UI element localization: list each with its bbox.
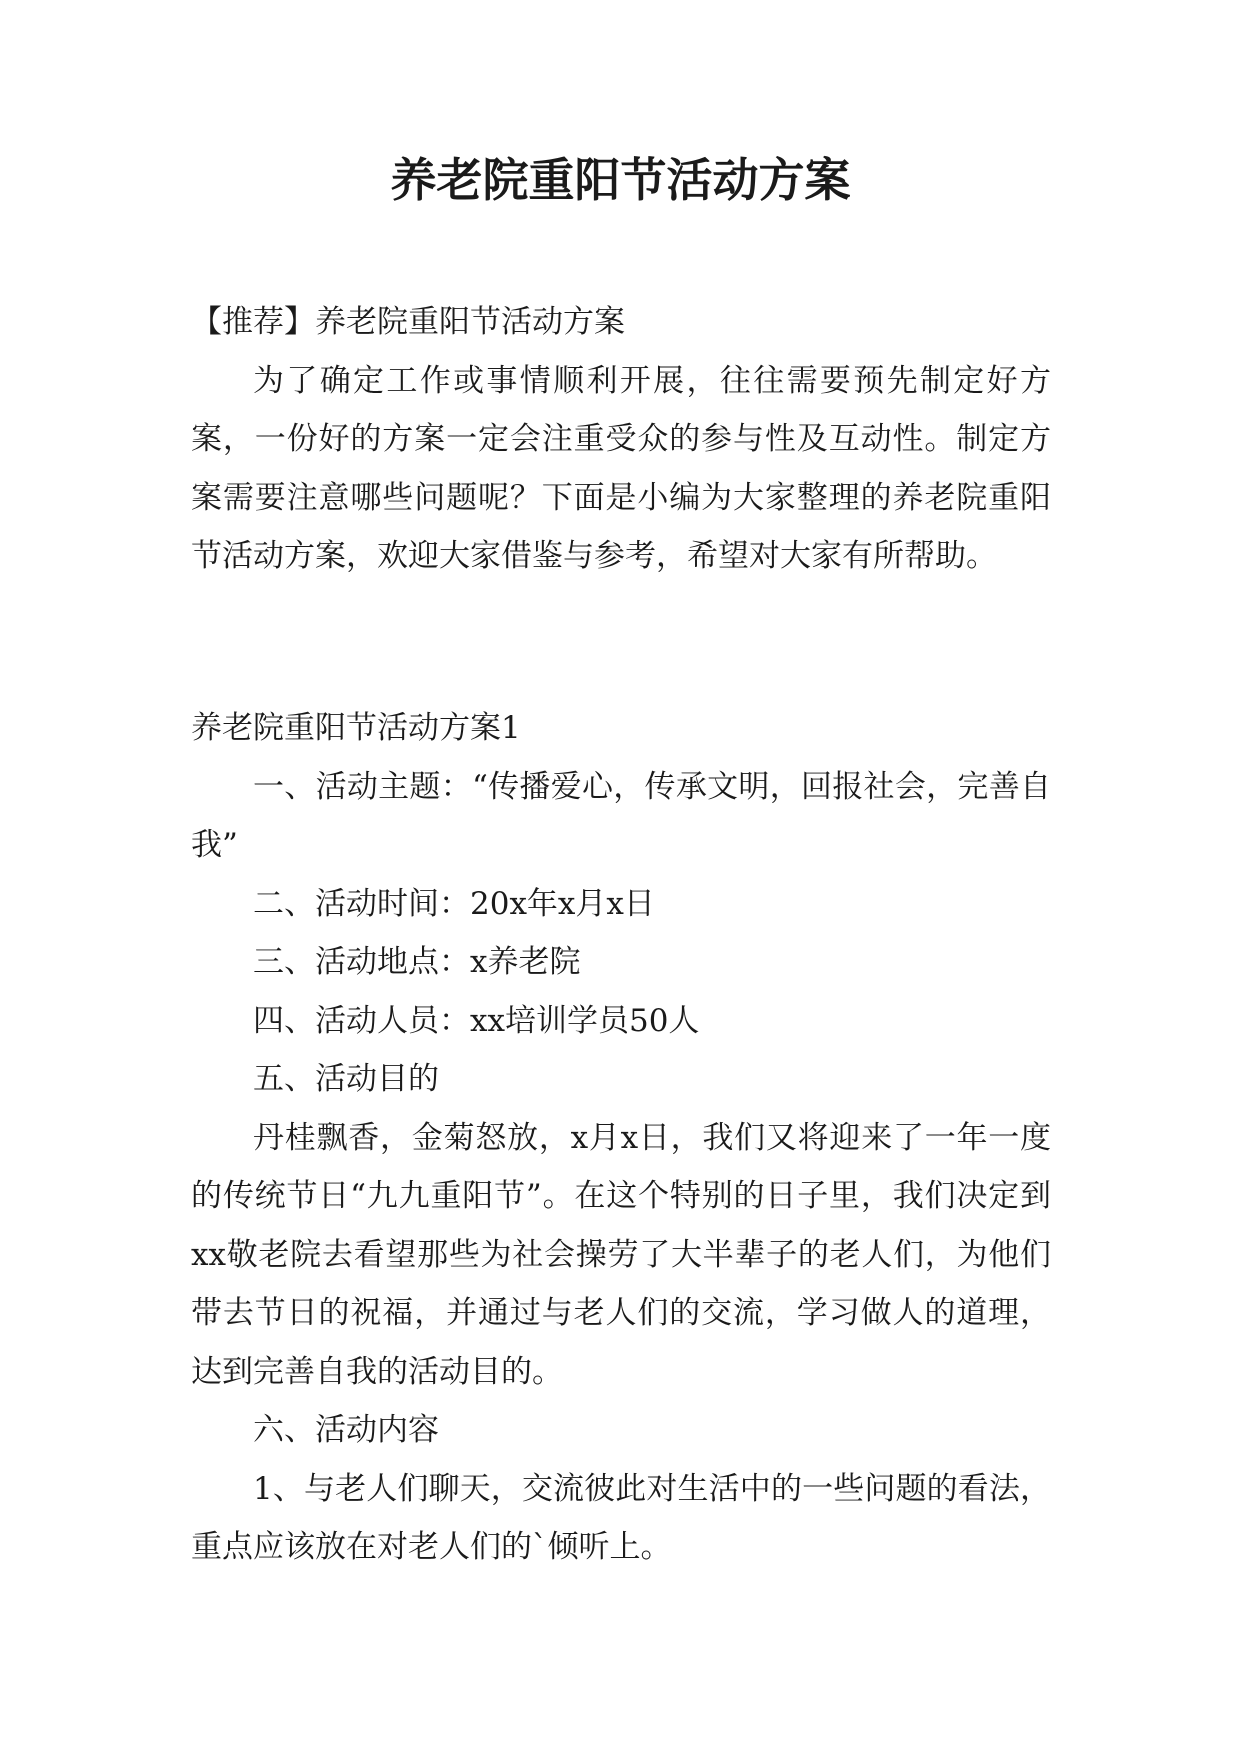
intro-paragraph: 为了确定工作或事情顺利开展，往往需要预先制定好方案，一份好的方案一定会注重受众的参与性及互动性。制定方案需要注意哪些问题呢？下面是小编为大家整理的养老院重阳节活动方案，欢迎大家借鉴与参考，希望对大家有所帮助。 bbox=[191, 362, 1051, 574]
document-title: 养老院重阳节活动方案 bbox=[390, 153, 851, 207]
item-time: 二、活动时间：20x年x月x日 bbox=[253, 885, 655, 922]
intro-block bbox=[191, 293, 1051, 586]
content-item-1: 1、与老人们聊天，交流彼此对生活中的一些问题的看法，重点应该放在对老人们的`倾听上。 bbox=[191, 1470, 1051, 1565]
item-theme: 一、活动主题：“传播爱心，传承文明，回报社会，完善自我” bbox=[191, 768, 1051, 863]
purpose-heading: 五、活动目的 bbox=[253, 1061, 439, 1097]
content-heading: 六、活动内容 bbox=[253, 1412, 439, 1448]
item-location: 三、活动地点：x养老院 bbox=[253, 944, 581, 980]
purpose-paragraph: 丹桂飘香，金菊怒放，x月x日，我们又将迎来了一年一度的传统节日“九九重阳节”。在这个特别的日子里，我们决定到xx敬老院去看望那些为社会操劳了大半辈子的老人们，为他们带去节日的祝福，并通过与老人们的交流，学习做人的道理，达到完善自我的活动目的。 bbox=[191, 1119, 1051, 1390]
recommend-line: 【推荐】养老院重阳节活动方案 bbox=[191, 304, 625, 340]
item-participants: 四、活动人员：xx培训学员50人 bbox=[253, 1002, 700, 1039]
section-block bbox=[191, 699, 1051, 1577]
section-heading: 养老院重阳节活动方案1 bbox=[191, 710, 521, 746]
